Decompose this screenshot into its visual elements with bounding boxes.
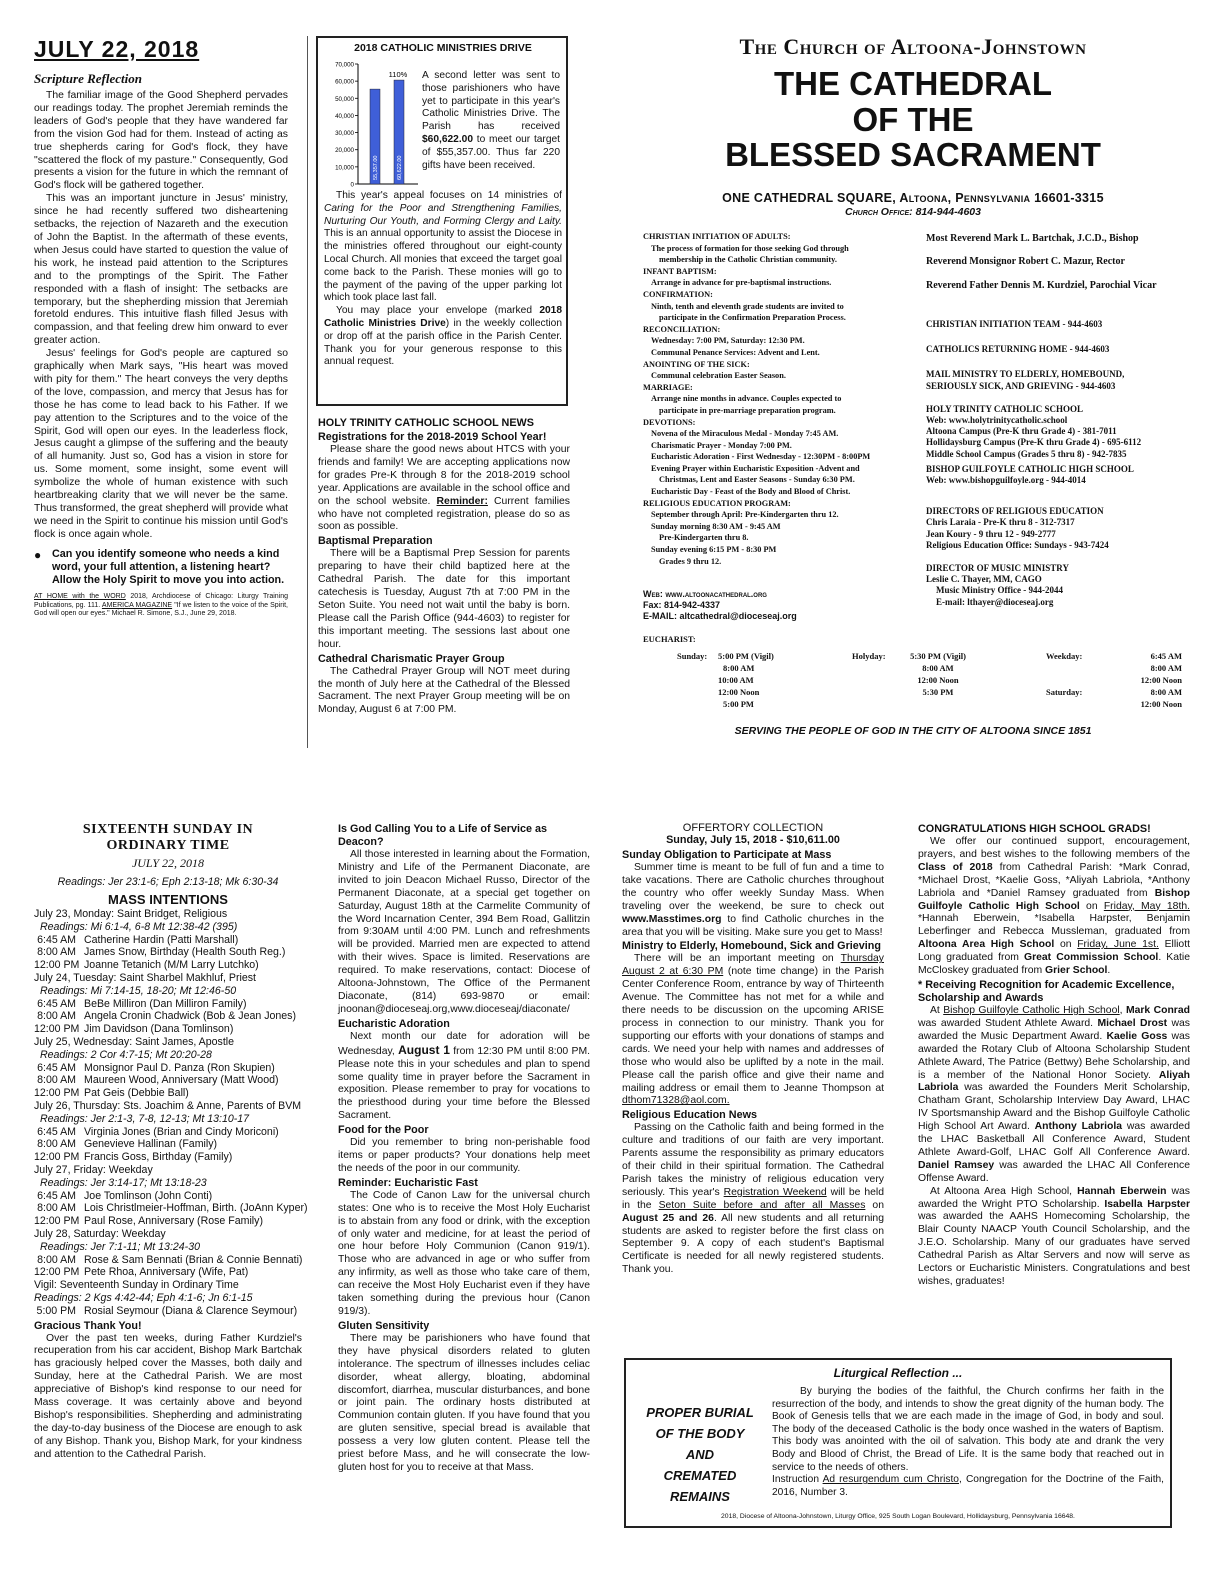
clergy-list (926, 233, 1198, 303)
side-title-line: REMAINS (670, 1489, 730, 1504)
intention-name: Pete Rhoa, Anniversary (Wife, Pat) (84, 1266, 249, 1279)
intention-name: Jim Davidson (Dana Tomlinson) (84, 1023, 234, 1036)
ministries-drive-box (316, 36, 568, 406)
school-contact: Web: www.holytrinitycatholic.school (926, 415, 1068, 426)
credit-link[interactable]: AT HOME with the WORD (34, 593, 126, 601)
mass-readings: Readings: Jer 7:1-11; Mt 13:24-30 (40, 1240, 200, 1253)
music-contact: Leslie C. Thayer, MM, CAGO (926, 574, 1042, 585)
vigil-day: Vigil: Seventeenth Sunday in Ordinary Time (34, 1279, 239, 1292)
religious-ed-text: Passing on the Catholic faith and being formed in the culture and traditions of our faith are very important. Parents assume the responsibility as primary educators of their child in their spiritual formation. The Cathedral Parish takes the ministry of religious education very seriously. This year's Registration Weekend will be held in the Seton Suite before and after all Masses on August 25 and 26. All new students and all returning students are asked to register before the first class on September 9. A copy of each student's Baptismal Certificate is needed for all newly registered students. Thank you. (622, 1122, 884, 1276)
mass-intentions (34, 908, 308, 1279)
sunday-title: ORDINARY TIME (106, 838, 230, 853)
fast-heading: Reminder: Eucharistic Fast (338, 1176, 478, 1189)
credit-link[interactable]: AMERICA MAGAZINE (101, 601, 173, 609)
school-contact: HOLY TRINITY CATHOLIC SCHOOL (926, 403, 1083, 414)
intention-name: Joe Tomlinson (John Conti) (84, 1189, 213, 1202)
sacrament-line: Arrange nine months in advance. Couples expected to (651, 394, 842, 404)
school-contact: Hollidaysburg Campus (Pre-K thru Grade 4) - 695-6112 (926, 437, 1142, 448)
liturgical-footer: 2018, Diocese of Altoona-Johnstown, Liturgy Office, 925 South Logan Boulevard, Hollidaysburg, Pennsylvania 16648. (721, 1513, 1075, 1520)
offertory-amount: Sunday, July 15, 2018 - $10,611.00 (666, 834, 840, 846)
intention-name: Pat Geis (Debbie Ball) (84, 1087, 189, 1100)
recognition-text: At Bishop Guilfoyle Catholic High School, Mark Conrad was awarded Student Athlete Award. Michael Drost was awarded the Music Department Award. Kaelie Goss was awarded the Rotary Club of Altoona Scholarship Student Athlete Award, The Patrice (Bettwy) Behe Scholarship, and is a member of the National Honor Society. Aliyah Labriola was awarded the Founders Merit Scholarship, Chatham Grant, Scholarship Interview Day Award, LHAC IV Sportsmanship Award and the Bishop Guilfoyle Catholic High School Art Award. Anthony Labriola was awarded the LHAC Basketball All Conference Award, Student Athlete Award-Golf, LHAC Golf All Conference Award. Daniel Ramsey was awarded the LHAC All Conference Offense Award. (918, 1004, 1191, 1184)
sacrament-line: membership in the Catholic Christian community. (659, 255, 837, 265)
sacrament-line: Communal Penance Services: Advent and Lent. (651, 347, 820, 357)
mass-readings: Readings: Mi 6:1-4, 6-8 Mt 12:38-42 (395) (40, 920, 238, 933)
sacrament-line: INFANT BAPTISM: (643, 266, 717, 276)
prayer-group-text: The Cathedral Prayer Group will NOT meet during the month of July here at the Cathedral of the Blessed Sacrament. The next Prayer Group meeting will be on Monday, August 6 at 7:00 PM. (318, 665, 570, 716)
cathedral-name-1: THE CATHEDRAL (773, 65, 1053, 102)
intention-name: James Snow, Birthday (Health South Reg.) (84, 946, 286, 959)
drive-paragraph: This year's appeal focuses on 14 ministries of Caring for the Poor and Strengthening Families, Nurturing Our Youth, and Forming Clergy and Laity. This is an annual opportunity to assist the Diocese in the ministries offered throughout our eight-county Local Church. All monies that exceed the target goal come back to the Parish. These monies will go to the payment of the paving of the upper parking lot which took place last fall. (324, 190, 562, 304)
dre-contact: DIRECTORS OF RELIGIOUS EDUCATION (926, 506, 1104, 517)
sacrament-line: Christmas, Lent and Easter Seasons - Sunday 6:30 PM. (659, 475, 855, 485)
holyday-times (898, 650, 978, 698)
y-tick-label: 70,000 (335, 61, 354, 69)
contact-lines (643, 589, 923, 622)
mass-time: 8:00 AM (37, 1202, 76, 1215)
mass-time: 8:00 AM (1150, 687, 1182, 697)
fax-number: Fax: 814-942-4337 (643, 600, 721, 610)
mass-readings: Readings: Jer 2:1-3, 7-8, 12-13; Mt 13:10-17 (40, 1112, 250, 1125)
intention-name: Lois Christlmeier-Hoffman, Birth. (JoAnn Kyper) (84, 1202, 308, 1215)
spacer (926, 355, 1198, 369)
weekday-times (1092, 650, 1182, 686)
mass-intention (34, 1062, 302, 1075)
mass-time: 8:00 AM (922, 663, 954, 673)
reflection-credit: AT HOME with the WORD 2018, Archdiocese of Chicago: Liturgy Training Publications, pg. 111. AMERICA MAGAZINE "If we listen to the voice of the Spirit, God will open our eyes." Michael R. Simone, S.J., June 29, 2018. (34, 593, 289, 618)
y-tick-label: 60,000 (335, 78, 354, 86)
side-title-line: OF THE BODY (655, 1426, 745, 1441)
ministry-text: There will be an important meeting on Thursday August 2 at 6:30 PM (note time change) in the Parish Center Conference Room, entrance by way of Thirteenth Avenue. The Committee has not met for a while and there needs to be discussion on the upcoming ARISE process in connection to our ministry. Thank you for supporting our efforts with your donations of stamps and cards. We need your help with names and addresses of those who would also be uplifted by a note in the mail. Please call the parish office and give their name and mailing address or email them to Jeanne Thompson at dthom71328@aol.com. (622, 953, 884, 1107)
sacrament-line: Wednesday: 7:00 PM, Saturday: 12:30 PM. (651, 336, 805, 346)
mass-day: July 24, Tuesday: Saint Sharbel Makhluf, Priest (34, 971, 256, 984)
mass-intention (34, 1138, 302, 1151)
sacrament-line: MARRIAGE: (643, 382, 693, 392)
school-contact: BISHOP GUILFOYLE CATHOLIC HIGH SCHOOL (926, 463, 1134, 474)
mass-time: 12:00 PM (34, 1023, 80, 1036)
registration-text: Please share the good news about HTCS with your friends and family! We are accepting applications now for grades Pre-K through 8 for the 2018-2019 school year. Applications are available in the school office and on the school website. Reminder: Current families who have not completed registration, please do so as soon as possible. (318, 444, 570, 533)
mass-time: 5:00 PM (723, 699, 754, 709)
baptism-text: There will be a Baptismal Prep Session for parents preparing to have their child baptized here at the Cathedral Parish. The date for this important catechesis is Tuesday, August 7th at 7:00 PM in the Seton Suite. You need not wait until the baby is born. Please call the Parish Office (944-4603) to register for this important meeting. The sessions last about one hour. (318, 548, 570, 650)
liturgical-title: Liturgical Reflection ... (833, 1366, 963, 1380)
mass-intention (34, 1190, 302, 1203)
mass-time: 12:00 Noon (718, 687, 760, 697)
masstimes-link[interactable]: www.Masstimes.org (622, 913, 722, 925)
mass-intention (34, 959, 302, 972)
y-tick-label: 0 (350, 181, 354, 188)
reflection-question: ● Can you identify someone who needs a kind word, your full attention, a listening heart? Allow the Holy Spirit to move you into action. (34, 547, 285, 587)
intention-name: Genevieve Hallinan (Family) (84, 1138, 218, 1151)
music-contact: DIRECTOR OF MUSIC MINISTRY (926, 563, 1069, 574)
intention-name: Monsignor Paul D. Panza (Ron Skupien) (84, 1061, 275, 1074)
sunday-column (34, 822, 308, 1462)
dre-contact: Chris Laraia - Pre-K thru 8 - 312-7317 (926, 517, 1075, 528)
intention-name: Virginia Jones (Brian and Cindy Moriconi) (84, 1125, 279, 1138)
liturgical-reflection-box (624, 1358, 1172, 1528)
mass-time: 6:45 AM (37, 1061, 76, 1074)
thanks-heading: Gracious Thank You! (34, 1319, 142, 1332)
obligation-heading: Sunday Obligation to Participate at Mass (622, 849, 832, 861)
sacrament-line: Grades 9 thru 12. (659, 556, 722, 566)
deacon-text: All those interested in learning about the Formation, Ministry and Life of the Permanent Diaconate, are invited to join Deacon Michael Russo, Director of the Permanent Diaconate, at a special get together on Saturday, August 18th at the Carmelite Community of the Word Incarnation Center, 394 Bem Road, Gallitzin from 9:30AM until 4:00 PM. Lunch and refreshments will be provided. Married men are expected to attend with their wives. Space is limited. Reservations are required. To make reservations, contact: Diocese of Altoona-Johnstown, The Office of the Permanent Diaconate, (814) 693-9870 or email: jnoonan@dioceseaj.org,www.dioceseaj/diaconate/ (338, 849, 590, 1015)
bullet-icon: ● (34, 547, 42, 562)
food-heading: Food for the Poor (338, 1124, 429, 1137)
intention-name: Rose & Sam Bennati (Brian & Connie Bennati) (84, 1253, 303, 1266)
email-link[interactable]: E-MAIL: altcathedral@dioceseaj.org (643, 611, 797, 621)
mass-intentions-title: MASS INTENTIONS (108, 892, 228, 907)
music-contact: E-mail: lthayer@dioceseaj.org (936, 596, 1054, 607)
offertory-title: OFFERTORY COLLECTION (682, 822, 824, 834)
bar-label: 60,622.00 (397, 155, 403, 180)
dre-contact: Jean Koury - 9 thru 12 - 949-2777 (926, 528, 1056, 539)
saturday-times (1092, 686, 1182, 710)
y-tick-label: 10,000 (335, 164, 354, 172)
offertory-column (622, 822, 884, 1277)
deacon-heading: Is God Calling You to a Life of Service as Deacon? (338, 823, 547, 848)
mass-intention (34, 1215, 302, 1228)
fast-text: The Code of Canon Law for the universal church states: One who is to receive the Most Holy Eucharist is to abstain from any food or drink, with the exception of only water and medicine, for at least the period of one hour before Holy Communion (Canon 919/1). Those who are advanced in age or who suffer from any infirmity, as well as those who take care of them, can receive the Most Holy Eucharist even if they have taken something during the previous hour (Canon 919/3). (338, 1189, 590, 1317)
drive-paragraph: You may place your envelope (marked 2018 Catholic Ministries Drive) in the weekly collection or drop off at the parish office in the Parish Center. Thank you for your generous response to this annual request. (324, 305, 563, 368)
spacer (926, 486, 1198, 506)
sacrament-line: Pre-Kindergarten thru 8. (659, 533, 749, 543)
percent-label: 110% (388, 70, 408, 80)
sacrament-line: Arrange in advance for pre-baptismal instructions. (651, 278, 832, 288)
intention-name: Joanne Tetanich (M/M Larry Lutchko) (84, 959, 259, 972)
mass-intention (34, 998, 302, 1011)
grads-text: We offer our continued support, encouragement, prayers, and best wishes to the following members of the Class of 2018 from Cathedral Parish: *Mark Conrad, *Michael Drost, *Kaelie Goss, *Aliyah Labriola, *Anthony Labriola and *Daniel Ramsey graduated from Bishop Guilfoyle Catholic High School on Friday, May 18th. *Hannah Eberwein, *Isabella Harpster, Benjamin Leberfinger and Rebecca Mussleman, graduated from Altoona Area High School on Friday, June 1st. Elliott Long graduated from Great Commission School. Katie McCloskey graduated from Grier School. (918, 836, 1190, 977)
drive-bar-chart (322, 58, 422, 188)
sacrament-line: September through April: Pre-Kindergarten thru 12. (651, 510, 839, 520)
mass-day: July 27, Friday: Weekday (34, 1163, 153, 1176)
ministry-heading: Ministry to Elderly, Homebound, Sick and Grieving (622, 940, 881, 953)
clergy-name: Most Reverend Mark L. Bartchak, J.C.D., Bishop (926, 233, 1139, 244)
religious-ed-heading: Religious Education News (622, 1109, 757, 1122)
side-title-line: AND (685, 1447, 715, 1462)
reflection-paragraph: This was an important juncture in Jesus' ministry, since he had recently suffered two disheartening setbacks, the rejection of Nazareth and the execution of John the Baptist. In the aftermath of these events, when Jesus could have started to question the value of his work, he instead paid attention to the Scriptures and to the promptings of the Spirit. The Father responded with a flash of insight: The setbacks are temporary, but the shepherding mission that Jeremiah foretold endures. This intuitive flash filled Jesus with compassion, and that feeling drew him onward to ever greater action. (34, 193, 288, 347)
intention-name: Angela Cronin Chadwick (Bob & Jean Jones) (84, 1010, 296, 1023)
y-tick-label: 30,000 (335, 130, 354, 138)
vigil-readings: Readings: 2 Kgs 4:42-44; Eph 4:1-6; Jn 6:1-15 (34, 1291, 253, 1304)
side-title-line: CREMATED (663, 1468, 737, 1483)
thanks-text: Over the past ten weeks, during Father Kurdziel's recuperation from his car accident, Bishop Mark Bartchak has graciously helped cover the Masses, both daily and Sunday, here at the Cathedral Parish. We are most appreciative of Bishop's kind response to our need for Mass coverage. It was certainly above and beyond Bishop's responsibilities. Shepherding and administrating the day-to-day business of the Diocese are enough to ask of any Bishop. Thank you, Bishop Mark, for your kindness and attention to the Cathedral Parish. (34, 1332, 302, 1460)
deacon-column (338, 822, 590, 1475)
mass-time: 12:00 PM (34, 1215, 80, 1228)
prayer-group-heading: Cathedral Charismatic Prayer Group (318, 652, 505, 665)
clergy-name: Reverend Monsignor Robert C. Mazur, Rector (926, 256, 1125, 268)
tagline: SERVING THE PEOPLE OF GOD IN THE CITY OF ALTOONA SINCE 1851 (734, 725, 1092, 737)
y-tick-label: 50,000 (335, 95, 354, 103)
mass-readings: Readings: Jer 3:14-17; Mt 13:18-23 (40, 1176, 207, 1189)
mass-time: 6:45 AM (37, 997, 76, 1010)
sacrament-line: Ninth, tenth and eleventh grade students are invited to (651, 301, 844, 311)
mass-time: 12:00 Noon (1140, 675, 1182, 685)
mass-time: 5:00 PM (Vigil) (718, 651, 774, 661)
sacrament-line: ANOINTING OF THE SICK: (643, 359, 750, 369)
sacrament-line: CONFIRMATION: (643, 289, 713, 299)
mass-day: July 23, Monday: Saint Bridget, Religious (34, 908, 228, 920)
sacrament-line: Novena of the Miraculous Medal - Monday 7:45 AM. (651, 429, 839, 439)
grads-column (918, 822, 1190, 1289)
mass-time: 12:00 PM (34, 959, 80, 972)
sacrament-line: participate in pre-marriage preparation program. (659, 405, 836, 415)
mass-time: 6:45 AM (1150, 651, 1182, 661)
mass-intention (34, 1023, 302, 1036)
eucharist-label: EUCHARIST: (643, 634, 696, 644)
office-phone: Church Office: 814-944-4603 (845, 206, 981, 218)
intention-name: Maureen Wood, Anniversary (Matt Wood) (84, 1074, 279, 1087)
sacrament-line: DEVOTIONS: (643, 417, 696, 427)
mass-intention (34, 1010, 302, 1023)
sunday-date: JULY 22, 2018 (131, 856, 205, 870)
mass-intention (34, 1254, 302, 1267)
mass-day: July 26, Thursday: Sts. Joachim & Anne, Parents of BVM (34, 1099, 302, 1112)
drive-title: 2018 CATHOLIC MINISTRIES DRIVE (354, 42, 532, 54)
school-contact: Middle School Campus (Grades 5 thru 8) - 942-7835 (926, 448, 1127, 459)
sacrament-line: RECONCILIATION: (643, 324, 721, 334)
sacrament-line: Eucharistic Day - Feast of the Body and Blood of Christ. (651, 487, 851, 497)
column-divider (307, 36, 308, 748)
mass-intention (34, 1151, 302, 1164)
mass-time: 12:00 Noon (1140, 699, 1182, 709)
mass-time: 10:00 AM (718, 675, 754, 685)
ministry-contact: CATHOLICS RETURNING HOME - 944-4603 (926, 344, 1110, 355)
ministry-contact: MAIL MINISTRY TO ELDERLY, HOMEBOUND, (926, 369, 1125, 380)
mass-time: 8:00 AM (37, 1010, 76, 1023)
mass-time: 8:00 AM (1150, 663, 1182, 673)
registration-heading: Registrations for the 2018-2019 School Year! (318, 431, 547, 443)
scripture-column (34, 36, 288, 619)
mass-time: 8:00 AM (37, 1074, 76, 1087)
sacrament-line: Eucharistic Adoration - First Wednesday - 12:30PM - 8:00PM (651, 452, 871, 462)
spacer (926, 392, 1198, 404)
bulletin-date: JULY 22, 2018 (34, 36, 200, 62)
reflection-paragraph: The familiar image of the Good Shepherd pervades our readings today. The prophet Jeremiah reminds the leaders of God's people that they have wandered far from the vision God had for them. Instead of acting as true shepherds caring for God's flock, they have "scattered the flock of my pasture." Consequently, God presents a vision for the future in which the remnant of God's flock will be gathered together. (34, 90, 288, 192)
mass-time: 6:45 AM (37, 1189, 76, 1202)
web-link[interactable]: Web: www.altoonacathedral.org (643, 589, 767, 599)
mass-time: 5:30 PM (Vigil) (910, 651, 966, 661)
mass-intention (34, 1202, 308, 1215)
church-header (630, 34, 1196, 218)
adoration-text: Next month our date for adoration will be Wednesday, August 1 from 12:30 PM until 8:00 PM. Please note this in your schedules and plan to spend some quality time in prayer before the Sacrament in exposition. Please remember to pray for vocations to the priesthood during your time before the Blessed Sacrament. (338, 1030, 590, 1122)
ministry-contact: SERIOUSLY SICK, AND GRIEVING - 944-4603 (926, 380, 1116, 391)
sacrament-line: Evening Prayer within Eucharistic Exposition -Advent and (651, 463, 860, 473)
school-contact: Altoona Campus (Pre-K thru Grade 4) - 381-7011 (926, 426, 1117, 437)
mass-time: 8:00 AM (37, 946, 76, 959)
ministry-contact: CHRISTIAN INITIATION TEAM - 944-4603 (926, 319, 1103, 329)
sacrament-line: CHRISTIAN INITIATION OF ADULTS: (643, 232, 791, 241)
school-news (318, 416, 570, 717)
mass-time: 12:00 PM (34, 1151, 80, 1164)
cathedral-name-2: OF THE (852, 101, 974, 138)
section-title: Scripture Reflection (34, 71, 142, 86)
recognition-text: At Altoona Area High School, Hannah Eberwein was awarded the Wright PTO Scholarship. Isabella Harpster was awarded the AAHS Homecoming Scholarship, the Blair County NAACP Youth Council Scholarship, and the J.E.O. Scholarship. Many of our graduates have served Cathedral Parish as Altar Servers and now will serve as Lectors or Eucharistic Ministers. Congratulations and best wishes, graduates! (918, 1185, 1191, 1287)
gluten-heading: Gluten Sensitivity (338, 1319, 430, 1332)
mass-day: July 28, Saturday: Weekday (34, 1227, 166, 1240)
mass-day: July 25, Wednesday: Saint James, Apostle (34, 1035, 235, 1048)
sunday-readings: Readings: Jer 23:1-6; Eph 2:13-18; Mk 6:30-34 (57, 876, 279, 888)
sacrament-line: Charismatic Prayer - Monday 7:00 PM. (651, 440, 792, 450)
mass-time: 12:00 PM (34, 1266, 80, 1279)
saturday-label: Saturday: (1046, 687, 1083, 697)
liturgical-text: By burying the bodies of the faithful, the Church confirms her faith in the resurrection of the body, and intends to show the great dignity of the human body. The Book of Genesis tells that we are each made in the image of God, in body and soul. The body of the deceased Catholic is the body once washed in the waters of Baptism. This body was anointed with the oil of salvation. This body ate and drank the very Body and Blood of Christ, the Bread of Life. It is the same body that reached out in service to the needs of others. Instruction Ad resurgendum cum Christo, Congregation for the Doctrine of the Faith, 2016, Number 3. (772, 1386, 1165, 1498)
dre-contact: Religious Education Office: Sundays - 943-7424 (926, 539, 1109, 550)
mass-time: 12:00 PM (34, 1087, 80, 1100)
intention-name: Paul Rose, Anniversary (Rose Family) (84, 1215, 263, 1228)
mass-intention (34, 1074, 302, 1087)
baptism-heading: Baptismal Preparation (318, 535, 433, 548)
clergy-name: Reverend Father Dennis M. Kurdziel, Parochial Vicar (926, 279, 1157, 291)
sacrament-line: The process of formation for those seeking God through (651, 243, 849, 253)
mass-time: 8:00 AM (37, 1138, 76, 1151)
school-news-title: HOLY TRINITY CATHOLIC SCHOOL NEWS (318, 417, 534, 429)
vigil-intention: 5:00 PM Rosial Seymour (Diana & Clarence Seymour) (36, 1304, 298, 1317)
liturgical-side-title (634, 1402, 766, 1507)
weekday-label: Weekday: (1046, 651, 1083, 661)
gluten-text: There may be parishioners who have found that they have physical disorders related to gluten intolerance. The spectrum of illnesses includes celiac disorder, wheat allergy, bloating, abdominal discomfort, diarrhea, muscular disturbances, and bone or joint pain. The ordinary hosts distributed at Communion contain gluten. If you have found that you are gluten sensitive, special bread is available that possess a very low gluten content. Please tell the priest before Mass, and he will consecrate the low-gluten host for you to receive at that Mass. (338, 1332, 590, 1473)
intention-name: BeBe Milliron (Dan Milliron Family) (84, 997, 247, 1010)
mass-intention (34, 1087, 302, 1100)
mass-readings: Readings: 2 Cor 4:7-15; Mt 20:20-28 (40, 1048, 212, 1061)
holyday-label: Holyday: (852, 651, 886, 661)
y-tick-label: 40,000 (335, 112, 354, 120)
sacrament-line: Sunday evening 6:15 PM - 8:30 PM (651, 545, 777, 555)
mass-intention (34, 1126, 302, 1139)
bar-label: 55,357.00 (373, 155, 379, 180)
address: ONE CATHEDRAL SQUARE, Altoona, Pennsylvania 16601-3315 (722, 191, 1104, 205)
mass-intention (34, 934, 302, 947)
spacer (926, 330, 1198, 344)
diocese-name: The Church of Altoona-Johnstown (739, 34, 1087, 59)
sacraments-list (643, 231, 923, 567)
reflection-paragraph: Jesus' feelings for God's people are captured so graphically when Mark says, "His heart was moved with pity for them." The heart conveys the very depths of the love, compassion, and mercy that Jesus has for those he has come to lead back to his Father. If we pay attention to the Scriptures and to the voice of the Spirit, God will open our eyes. In the leaderless flock, Jesus caught a glimpse of the suffering and the beauty of all humanity. Just so, God has a vision in store for us. Some moment, some insight, some event will symbolize the whole of human existence with such heartbreaking clarity that we will never be the same. Thus transformed, the great shepherd will provide what we need in the Spirit to continue his mission until God's flock is once again whole. (34, 348, 288, 540)
mass-intention (34, 1266, 302, 1279)
music-contact: Music Ministry Office - 944-2044 (936, 585, 1063, 596)
sunday-label: Sunday: (677, 651, 708, 661)
adoration-heading: Eucharistic Adoration (338, 1017, 450, 1030)
cathedral-name-3: BLESSED SACRAMENT (725, 136, 1101, 173)
sunday-title: SIXTEENTH SUNDAY IN (82, 822, 254, 837)
mass-time: 6:45 AM (37, 933, 76, 946)
side-title-line: PROPER BURIAL (646, 1405, 754, 1420)
grads-heading: CONGRATULATIONS HIGH SCHOOL GRADS! (918, 823, 1151, 835)
mass-time: 6:45 AM (37, 1125, 76, 1138)
mass-time: 8:00 AM (37, 1253, 76, 1266)
recognition-heading: * Receiving Recognition for Academic Excellence, Scholarship and Awards (918, 978, 1175, 1004)
food-text: Did you remember to bring non-perishable food items or paper products? Your donations help meet the needs of the poor in our community. (338, 1137, 590, 1174)
y-tick-label: 20,000 (335, 147, 354, 155)
mass-time: 8:00 AM (723, 663, 755, 673)
sacrament-line: Communal celebration Easter Season. (651, 371, 786, 381)
sacrament-line: participate in the Confirmation Preparation Process. (659, 313, 846, 323)
email-link[interactable]: dthom71328@aol.com. (622, 1095, 730, 1107)
intention-name: Catherine Hardin (Patti Marshall) (84, 933, 239, 946)
mass-intention (34, 946, 302, 959)
school-contact: Web: www.bishopguilfoyle.org - 944-4014 (926, 475, 1086, 486)
mass-readings: Readings: Mi 7:14-15, 18-20; Mt 12:46-50 (40, 984, 237, 997)
sacrament-line: Sunday morning 8:30 AM - 9:45 AM (651, 521, 781, 531)
sunday-times (718, 650, 798, 710)
mass-time: 5:30 PM (922, 687, 954, 697)
drive-side-text: A second letter was sent to those parishioners who have yet to participate in this year's Catholic Ministries Drive. The Parish has received $60,622.00 to meet our target of $55,357.00. Thus far 220 gifts have been received. (422, 70, 560, 171)
intention-name: Francis Goss, Birthday (Family) (84, 1151, 233, 1164)
ministry-contacts (926, 319, 1198, 608)
spacer (926, 551, 1198, 563)
mass-time: 12:00 Noon (917, 675, 959, 685)
sacrament-line: RELIGIOUS EDUCATION PROGRAM: (643, 498, 791, 508)
obligation-text: Summer time is meant to be full of fun and a time to take vacations. There are Catholic churches throughout the country who offer weekly Sunday Mass. When traveling over the weekend, be sure to check out www.Masstimes.org to find Catholic churches in the area that you will be visiting. Make sure you get to Mass! (622, 862, 884, 938)
